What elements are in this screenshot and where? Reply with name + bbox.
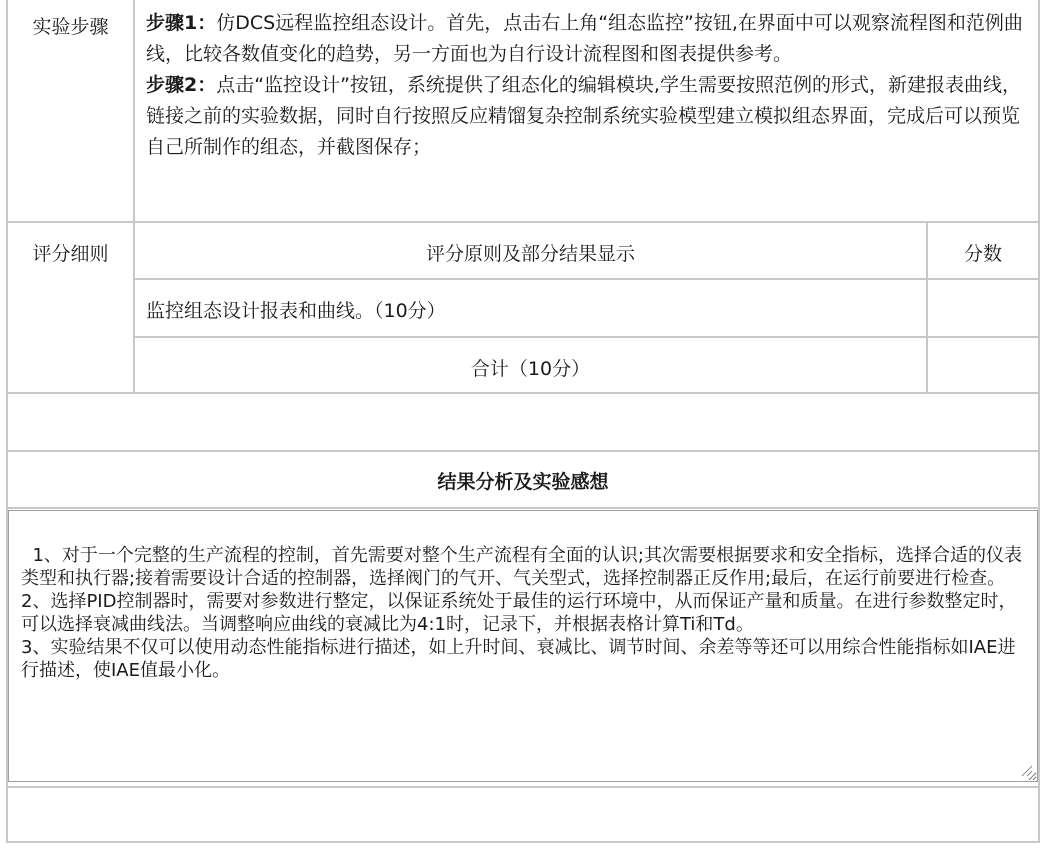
result-analysis-text: 1、对于一个完整的生产流程的控制，首先需要对整个生产流程有全面的认识;其次需要根据要求和安全指标，选择合适的仪表类型和执行器;接着需要设计合适的控制器，选择阀门的气开、气关型式，选择控制器正反作用;最后，在运行前要进行检查。 2、选择PID控制器时，需要对参数进行整定，以保证系统处于最佳的运行环境中，从而保证产量和质量。在进行参数整定时，可以选择衰减曲线法。当调整响应曲线的衰减比为4:1时，记录下，并根据表格计算Ti和Td。 3、实验结果不仅可以使用动态性能指标进行描述，如上升时间、衰减比、调节时间、余差等等还可以用综合性能指标如IAE进行描述，使IAE值最小化。 <box>21 545 1022 681</box>
step-2-title: 步骤2： <box>146 74 217 96</box>
col-divider <box>133 0 135 394</box>
scoring-principle-header: 评分原则及部分结果显示 <box>425 243 635 265</box>
scoring-total-row: 合计（10分） <box>470 358 591 380</box>
row-divider <box>6 392 1040 394</box>
resize-grip-icon[interactable] <box>1019 763 1033 777</box>
row-divider <box>6 450 1040 452</box>
row-divider <box>134 336 1040 338</box>
experiment-steps-content <box>146 8 1028 163</box>
scoring-item-row: 监控组态设计报表和曲线。（10分） <box>146 300 446 322</box>
step-1-text: 仿DCS远程监控组态设计。首先，点击右上角“组态监控”按钮,在界面中可以观察流程图和范例曲线，比较各数值变化的趋势，另一方面也为自行设计流程图和图表提供参考。 <box>146 12 1023 65</box>
row-divider <box>6 786 1040 788</box>
scoring-rules-label: 评分细则 <box>32 243 109 265</box>
step-1-title: 步骤1： <box>146 12 217 34</box>
result-analysis-title: 结果分析及实验感想 <box>437 471 609 493</box>
step-2-text: 点击“监控设计”按钮，系统提供了组态化的编辑模块,学生需要按照范例的形式，新建报表曲线，链接之前的实验数据，同时自行按照反应精馏复杂控制系统实验模型建立模拟组态界面，完成后可以预览自己所制作的组态，并截图保存； <box>146 74 1021 158</box>
result-analysis-textarea[interactable] <box>8 510 1038 782</box>
experiment-steps-label: 实验步骤 <box>32 16 109 38</box>
row-divider <box>134 278 1040 280</box>
row-divider <box>6 221 1040 223</box>
row-divider <box>6 507 1040 509</box>
score-header: 分数 <box>963 243 1002 265</box>
step-2 <box>146 70 1028 163</box>
step-1 <box>146 8 1028 70</box>
